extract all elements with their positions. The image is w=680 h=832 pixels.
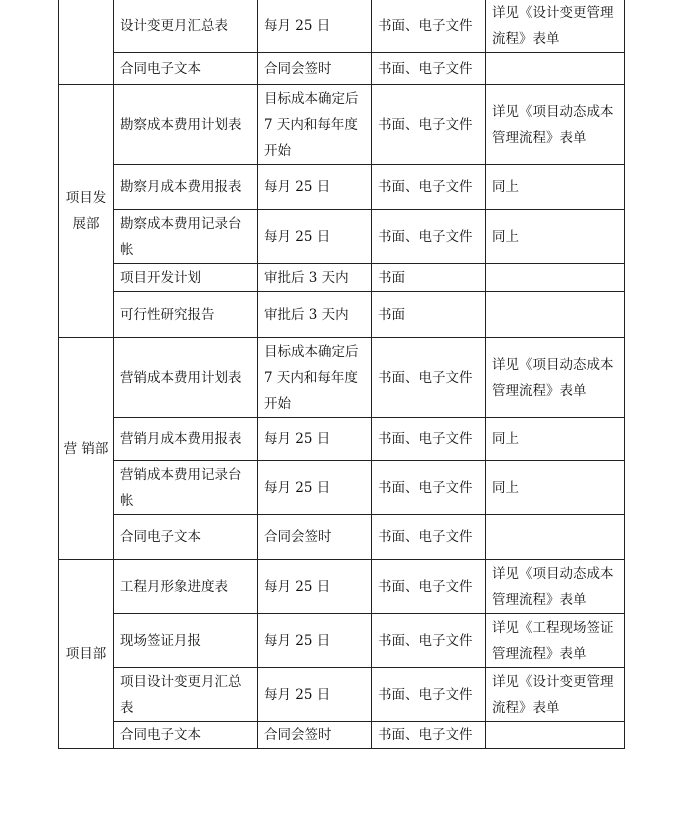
time-cell: 每月 25 日: [258, 210, 372, 264]
table-row: [59, 210, 625, 264]
table-row: [59, 560, 625, 614]
doc-name-cell: 现场签证月报: [114, 614, 258, 668]
table-row: [59, 614, 625, 668]
table-row: [59, 264, 625, 292]
table-row: [59, 53, 625, 85]
form-cell: 书面、电子文件: [372, 722, 486, 749]
time-cell: 每月 25 日: [258, 0, 372, 53]
doc-name-cell: 勘察成本费用记录台帐: [114, 210, 258, 264]
form-cell: 书面、电子文件: [372, 210, 486, 264]
time-cell: 合同会签时: [258, 515, 372, 560]
document-table: [58, 0, 625, 749]
doc-name-cell: 合同电子文本: [114, 53, 258, 85]
note-cell: 详见《项目动态成本管理流程》表单: [486, 560, 625, 614]
doc-name-cell: 勘察月成本费用报表: [114, 165, 258, 210]
form-cell: 书面、电子文件: [372, 515, 486, 560]
note-cell: 同上: [486, 210, 625, 264]
table-row: [59, 461, 625, 515]
form-cell: 书面: [372, 292, 486, 338]
note-cell: 同上: [486, 461, 625, 515]
table-row: [59, 668, 625, 722]
form-cell: 书面、电子文件: [372, 560, 486, 614]
form-cell: 书面、电子文件: [372, 53, 486, 85]
form-cell: 书面、电子文件: [372, 461, 486, 515]
note-cell: [486, 292, 625, 338]
table-row: [59, 338, 625, 418]
form-cell: 书面、电子文件: [372, 85, 486, 165]
form-cell: 书面、电子文件: [372, 418, 486, 461]
dept-cell: [59, 0, 114, 85]
time-cell: 合同会签时: [258, 722, 372, 749]
time-cell: 每月 25 日: [258, 614, 372, 668]
form-cell: 书面、电子文件: [372, 614, 486, 668]
time-cell: 每月 25 日: [258, 165, 372, 210]
form-cell: 书面、电子文件: [372, 338, 486, 418]
dept-cell: 营 销部: [59, 338, 114, 560]
time-cell: 每月 25 日: [258, 418, 372, 461]
table-row: [59, 292, 625, 338]
form-cell: 书面、电子文件: [372, 165, 486, 210]
doc-name-cell: 营销成本费用记录台帐: [114, 461, 258, 515]
time-cell: 目标成本确定后 7 天内和每年度开始: [258, 85, 372, 165]
note-cell: [486, 722, 625, 749]
doc-name-cell: 合同电子文本: [114, 722, 258, 749]
form-cell: 书面、电子文件: [372, 0, 486, 53]
note-cell: [486, 515, 625, 560]
table-row: [59, 85, 625, 165]
doc-name-cell: 营销月成本费用报表: [114, 418, 258, 461]
time-cell: 每月 25 日: [258, 560, 372, 614]
dept-cell: 项目部: [59, 560, 114, 749]
note-cell: [486, 53, 625, 85]
note-cell: [486, 264, 625, 292]
note-cell: 同上: [486, 165, 625, 210]
doc-name-cell: 设计变更月汇总表: [114, 0, 258, 53]
table-row: [59, 722, 625, 749]
form-cell: 书面、电子文件: [372, 668, 486, 722]
note-cell: 详见《项目动态成本管理流程》表单: [486, 85, 625, 165]
dept-cell: 项目发展部: [59, 85, 114, 338]
note-cell: 详见《设计变更管理流程》表单: [486, 0, 625, 53]
note-cell: 同上: [486, 418, 625, 461]
time-cell: 合同会签时: [258, 53, 372, 85]
doc-name-cell: 项目开发计划: [114, 264, 258, 292]
time-cell: 审批后 3 天内: [258, 264, 372, 292]
doc-name-cell: 可行性研究报告: [114, 292, 258, 338]
form-cell: 书面: [372, 264, 486, 292]
doc-name-cell: 项目设计变更月汇总表: [114, 668, 258, 722]
time-cell: 审批后 3 天内: [258, 292, 372, 338]
note-cell: 详见《工程现场签证管理流程》表单: [486, 614, 625, 668]
doc-name-cell: 营销成本费用计划表: [114, 338, 258, 418]
time-cell: 每月 25 日: [258, 461, 372, 515]
note-cell: 详见《设计变更管理流程》表单: [486, 668, 625, 722]
doc-name-cell: 合同电子文本: [114, 515, 258, 560]
table-row: [59, 515, 625, 560]
time-cell: 目标成本确定后 7 天内和每年度开始: [258, 338, 372, 418]
time-cell: 每月 25 日: [258, 668, 372, 722]
table-row: [59, 418, 625, 461]
table-row: [59, 165, 625, 210]
note-cell: 详见《项目动态成本管理流程》表单: [486, 338, 625, 418]
doc-name-cell: 工程月形象进度表: [114, 560, 258, 614]
table-row: [59, 0, 625, 53]
doc-name-cell: 勘察成本费用计划表: [114, 85, 258, 165]
